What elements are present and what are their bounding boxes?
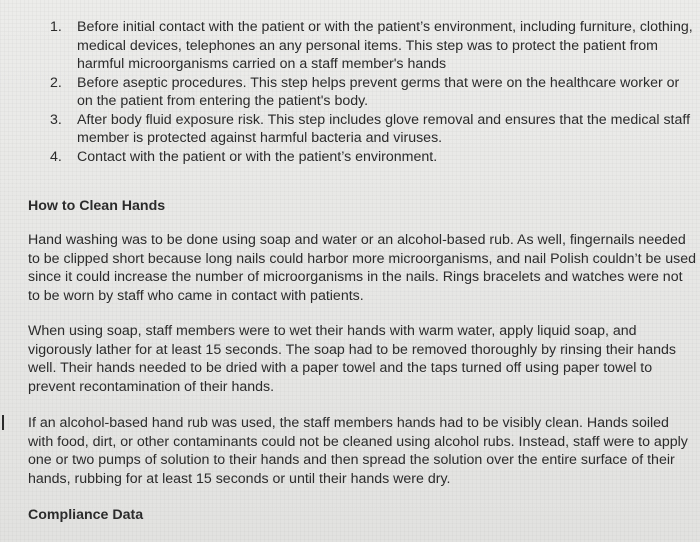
list-item: [50, 111, 695, 148]
list-item-text: Before initial contact with the patient or with the patient’s environment, including furniture, clothing, medical devices, telephones an any personal items. This step was to protect the patient from harmful microorganisms carried on a staff member's hands: [77, 19, 693, 72]
section-heading: How to Clean Hands: [28, 198, 166, 214]
list-item-number: 3.: [50, 111, 62, 128]
list-item-text: After body fluid exposure risk. This step includes glove removal and ensures that the medical staff member is protected against harmful bacteria and viruses.: [77, 111, 691, 146]
list-item-number: 4.: [50, 148, 62, 165]
list-item: [50, 74, 695, 111]
list-item: [50, 148, 695, 167]
list-item-number: 1.: [50, 19, 62, 35]
list-item: [50, 18, 695, 74]
hand-hygiene-steps-list: [50, 18, 695, 166]
paragraph-soap-washing: When using soap, staff members were to wet their hands with warm water, apply liquid soap, and vigorously lather for at least 15 seconds. The soap had to be removed thoroughly by rinsing their hands well. Their hands needed to be dried with a paper towel and the taps turned off using paper towel to prevent recontamination of their hands.: [28, 323, 677, 395]
paragraph-hand-washing: Hand washing was to be done using soap and water or an alcohol-based rub. As well, fingernails needed to be clipped short because long nails could harbor more microorganisms, and nail Polish couldn’t be used since it could increase the number of microorganisms in the nails. Rings bracelets and watches were not to be worn by staff who came in contact with patients.: [28, 232, 696, 304]
paragraph-alcohol-rub: If an alcohol-based hand rub was used, the staff members hands had to be visibly clean. Hands soiled with food, dirt, or other contaminants could not be cleaned using alcohol rubs. Instead, staff were to apply one or two pumps of solution to their hands and then spread the solution over the entire surface of their hands, rubbing for at least 15 seconds or until their hands were dry.: [28, 415, 688, 487]
list-item-text: Contact with the patient or with the patient’s environment.: [77, 148, 438, 165]
margin-mark: [2, 415, 4, 430]
next-section-heading: Compliance Data: [28, 507, 144, 523]
list-item-text: Before aseptic procedures. This step helps prevent germs that were on the healthcare worker or on the patient from entering the patient's body.: [77, 74, 680, 109]
list-item-number: 2.: [50, 74, 62, 91]
